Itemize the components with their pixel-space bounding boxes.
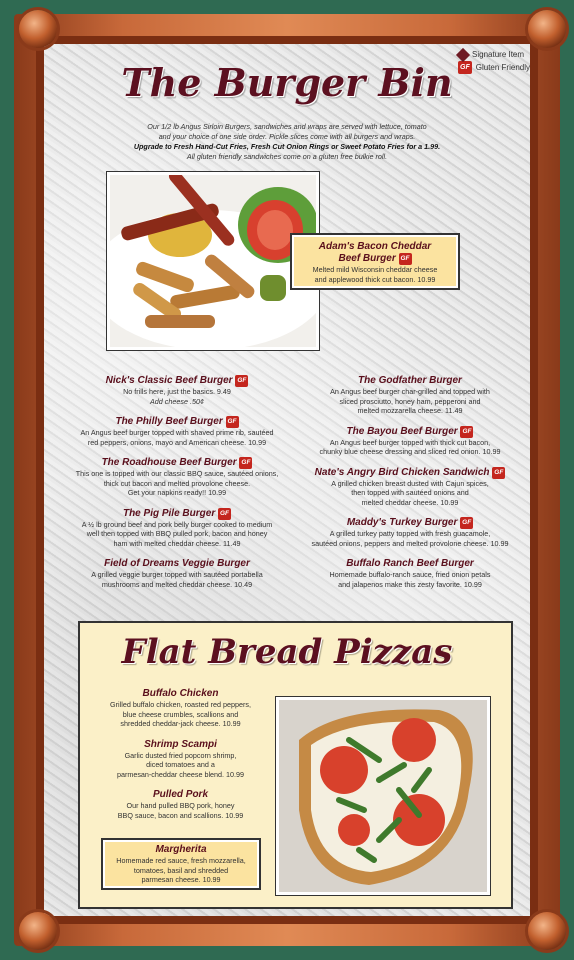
corner-knob-bottom-right — [528, 912, 566, 950]
menu-item: The Bayou Beef Burger GF An Angus beef burger topped with thick cut bacon, chunky blue cheese dressing and sliced red onion. 10.99 — [319, 425, 501, 456]
burger-section-title: The Burger Bin — [121, 60, 453, 105]
gf-badge: GF — [399, 253, 412, 265]
burger-photo — [107, 172, 319, 350]
signature-item-label: Signature Item — [472, 50, 525, 59]
menu-item: The Pig Pile Burger GF A ½ lb ground beef and pork belly burger cooked to medium well then topped with BBQ pulled pork, bacon and honey ham with melted cheddar cheese. 11.49 — [81, 507, 273, 548]
menu-item: Pulled Pork Our hand pulled BBQ pork, honey BBQ sauce, bacon and scallions. 10.99 — [117, 789, 244, 820]
item-name-line: Beef Burger GF — [338, 253, 410, 264]
gf-badge: GF — [239, 457, 252, 469]
featured-item-bacon-cheddar — [290, 233, 460, 290]
menu-item: Buffalo Ranch Beef Burger Homemade buffalo-ranch sauce, fried onion petals and jalapenos make this zesty favorite. 10.99 — [329, 558, 491, 589]
gluten-friendly-icon: GF — [458, 61, 472, 74]
intro-line: Our 1/2 lb Angus Sirloin Burgers, sandwiches and wraps are served with lettuce, tomato — [147, 122, 427, 131]
gf-badge: GF — [460, 517, 473, 529]
gf-badge: GF — [226, 416, 239, 428]
gf-badge: GF — [460, 426, 473, 438]
corner-knob-top-left — [19, 10, 57, 48]
item-name-line: Adam's Bacon Cheddar — [318, 241, 432, 252]
menu-item: Nick's Classic Beef Burger GF No frills here, just the basics. 9.49 Add cheese .50¢ — [105, 375, 247, 406]
item-desc-line: and applewood thick cut bacon. 10.99 — [314, 274, 436, 284]
featured-item-margherita: Margherita Homemade red sauce, fresh mozzarella, tomatoes, basil and shredded parmesan cheese. 10.99 — [101, 838, 261, 890]
intro-line: All gluten friendly sandwiches come on a gluten free bulkie roll. — [186, 152, 388, 161]
pizza-photo — [276, 697, 490, 895]
menu-item: Field of Dreams Veggie Burger A grilled veggie burger topped with sautéed portabella mushrooms and melted cheddar cheese. 10.49 — [91, 558, 263, 589]
intro-line: and your choice of one side order. Pickle slices come with all burgers and wraps. — [158, 132, 416, 141]
burger-list-left — [57, 375, 297, 599]
corner-knob-top-right — [528, 10, 566, 48]
menu-item: Nate's Angry Bird Chicken Sandwich GF A grilled chicken breast dusted with Cajun spices, then topped with sautéed onions and melted cheddar cheese. 10.99 — [314, 466, 504, 507]
menu-item: Maddy's Turkey Burger GF A grilled turkey patty topped with fresh guacamole, sautéed onions, peppers and melted provolone cheese. 10.99 — [311, 517, 509, 548]
menu-item: The Roadhouse Beef Burger GF This one is topped with our classic BBQ sauce, sautéed onions, thick cut bacon and melted provolone cheese. Get your napkins ready!! 10.99 — [75, 457, 279, 497]
gluten-friendly-label: Gluten Friendly — [475, 63, 530, 72]
menu-item: Shrimp Scampi Garlic dusted fried popcorn shrimp, diced tomatoes and a parmesan-cheddar cheese blend. 10.99 — [116, 738, 245, 779]
corner-knob-bottom-left — [19, 912, 57, 950]
menu-item: The Philly Beef Burger GF An Angus beef burger topped with shaved prime rib, sautéed red peppers, onions, mayo and American cheese. 10.99 — [80, 416, 274, 447]
gf-badge: GF — [235, 375, 248, 387]
pizza-list — [88, 688, 273, 830]
gf-badge: GF — [492, 467, 505, 479]
menu-item: Buffalo Chicken Grilled buffalo chicken, roasted red peppers, blue cheese crumbles, scallions and shredded cheddar-jack cheese. 10.99 — [110, 688, 251, 728]
pizza-section-title: Flat Bread Pizzas — [121, 632, 453, 672]
intro-line-upgrade: Upgrade to Fresh Hand-Cut Fries, Fresh Cut Onion Rings or Sweet Potato Fries for a 1.99. — [133, 142, 441, 151]
gf-badge: GF — [218, 508, 231, 520]
burger-intro — [110, 122, 464, 162]
burger-list-right — [290, 375, 530, 599]
item-desc-line: Melted mild Wisconsin cheddar cheese — [312, 265, 438, 274]
menu-item: The Godfather Burger An Angus beef burger char-grilled and topped with sliced prosciutto, honey ham, pepperoni and melted mozzarella cheese. 11.49 — [330, 375, 490, 415]
